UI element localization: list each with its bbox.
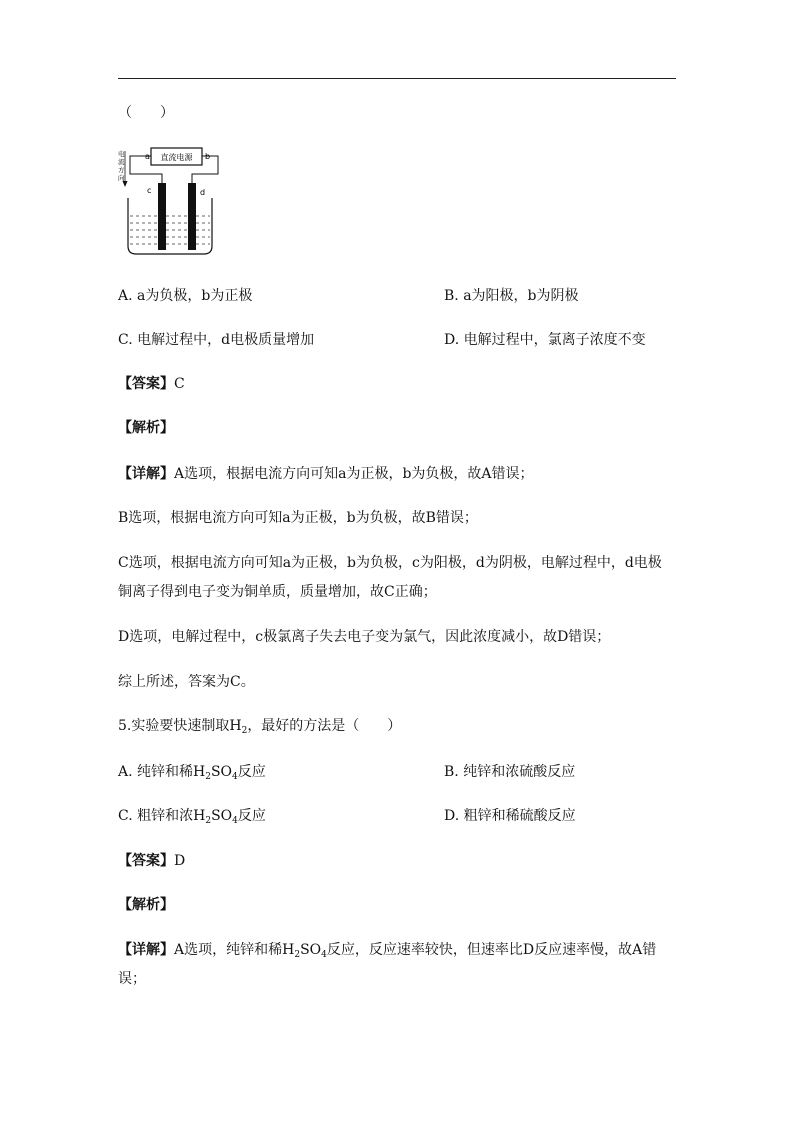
q5-stem: 5.实验要快速制取$H_2$，最好的方法是（ ） bbox=[118, 718, 402, 736]
q4-detail-3b: 铜离子得到电子变为铜单质，质量增加，故C正确； bbox=[118, 584, 437, 600]
q4-summary: 综上所述，答案为C。 bbox=[118, 674, 255, 690]
q5-analysis-tag: 【解析】 bbox=[118, 897, 174, 913]
q4-detail-2: B选项，根据电流方向可知a为正极，b为负极，故B错误； bbox=[118, 510, 478, 526]
electrolysis-diagram bbox=[118, 143, 230, 258]
label-b: b bbox=[205, 152, 211, 161]
beaker bbox=[128, 198, 212, 254]
q5-option-b: B. 纯锌和浓硫酸反应 bbox=[444, 764, 576, 780]
q4-detail-3a: C选项，根据电流方向可知a为正极，b为负极，c为阳极，d为阴极，电解过程中，d电极 bbox=[118, 555, 662, 571]
q5-option-c: C. 粗锌和浓$H_2SO_4$反应 bbox=[118, 808, 266, 826]
label-d: d bbox=[200, 188, 206, 197]
label-c: c bbox=[147, 186, 152, 195]
q5-detail-1: 【详解】A选项，纯锌和稀$H_2SO_4$反应，反应速率较快，但速率比D反应速率慢，故A错 bbox=[118, 942, 657, 960]
q5-option-a: A. 纯锌和稀$H_2SO_4$反应 bbox=[118, 764, 266, 782]
q5-detail-1-cont: 误； bbox=[118, 971, 146, 987]
solution-lines bbox=[130, 216, 210, 244]
q4-detail-4: D选项，电解过程中，c极氯离子失去电子变为氯气，因此浓度减小，故D错误； bbox=[118, 629, 611, 645]
q4-option-b: B. a为阳极，b为阴极 bbox=[444, 288, 579, 304]
q4-option-a: A. a为负极，b为正极 bbox=[118, 288, 253, 304]
current-direction-label: 电流方向 bbox=[118, 150, 125, 182]
q4-option-d: D. 电解过程中，氯离子浓度不变 bbox=[444, 332, 646, 348]
header-rule bbox=[118, 78, 676, 79]
q4-answer bbox=[118, 374, 185, 394]
answer-value: C bbox=[174, 376, 185, 392]
q4-detail-1: 【详解】A选项，根据电流方向可知a为正极，b为负极，故A错误； bbox=[118, 466, 534, 482]
detail-tag: 【详解】 bbox=[118, 466, 174, 482]
question-paren: （ ） bbox=[118, 105, 174, 121]
q4-analysis-tag: 【解析】 bbox=[118, 420, 174, 436]
electrode-d bbox=[188, 183, 196, 250]
label-a: a bbox=[145, 152, 150, 161]
answer-tag: 【答案】 bbox=[118, 376, 174, 392]
power-supply-label: 直流电源 bbox=[160, 153, 193, 162]
electrode-c bbox=[158, 183, 166, 250]
q5-answer: 【答案】D bbox=[118, 853, 186, 869]
q4-option-c: C. 电解过程中，d电极质量增加 bbox=[118, 332, 315, 348]
q5-option-d: D. 粗锌和稀硫酸反应 bbox=[444, 808, 576, 824]
